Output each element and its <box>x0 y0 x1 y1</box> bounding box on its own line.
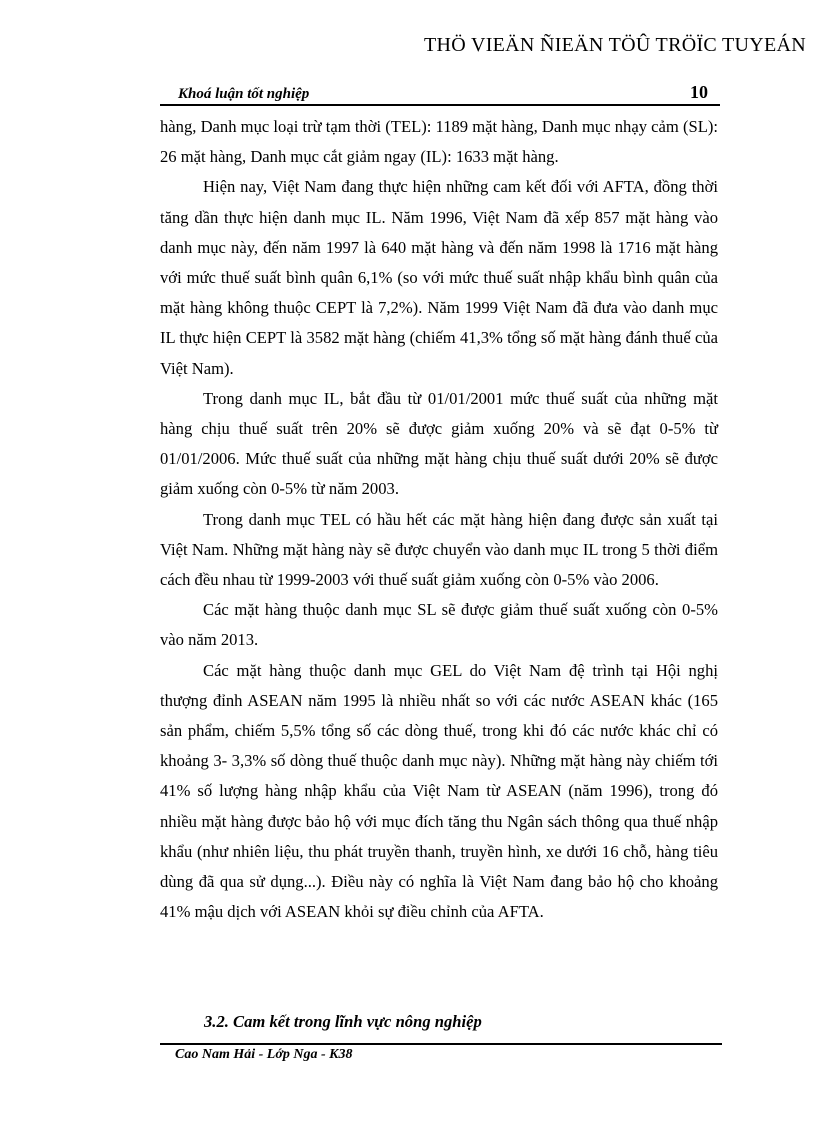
section-heading: 3.2. Cam kết trong lĩnh vực nông nghiệp <box>204 1012 482 1031</box>
paragraph-afta-commitments: Hiện nay, Việt Nam đang thực hiện những cam kết đối với AFTA, đồng thời tăng dần thực hiện danh mục IL. Năm 1996, Việt Nam đã xếp 857 mặt hàng vào danh mục này, đến năm 1997 là 640 mặt hàng và đến năm 1998 là 1716 mặt hàng với mức thuế suất bình quân 6,1% (so với mức thuế suất nhập khẩu bình quân của mặt hàng không thuộc CEPT là 7,2%). Năm 1999 Việt Nam đã đưa vào danh mục IL thực hiện CEPT là 3582 mặt hàng (chiếm 41,3% tổng số mặt hàng đánh thuế của Việt Nam). <box>160 177 718 378</box>
header-title: Khoá luận tốt nghiệp <box>178 86 310 102</box>
footer-author: Cao Nam Hải - Lớp Nga - K38 <box>175 1047 353 1062</box>
paragraph-tel-list: Trong danh mục TEL có hầu hết các mặt hàng hiện đang được sản xuất tại Việt Nam. Những mặt hàng này sẽ được chuyển vào danh mục IL trong 5 thời điểm cách đều nhau từ 1999-2003 với thuế suất giảm xuống còn 0-5% vào 2006. <box>160 509 718 590</box>
body-text <box>160 112 718 927</box>
library-watermark: THÖ VIEÄN ÑIEÄN TÖÛ TRÖÏC TUYEÁN <box>424 34 806 56</box>
footer-divider <box>160 1043 722 1045</box>
paragraph-sl-list: Các mặt hàng thuộc danh mục SL sẽ được giảm thuế suất xuống còn 0-5% vào năm 2013. <box>160 600 718 650</box>
paragraph-gel-list: Các mặt hàng thuộc danh mục GEL do Việt Nam đệ trình tại Hội nghị thượng đỉnh ASEAN năm 1995 là nhiều nhất so với các nước ASEAN khác (165 sản phẩm, chiếm 5,5% tổng số các dòng thuế, trong khi đó các nước khác chỉ có khoảng 3- 3,3% số dòng thuế thuộc danh mục này). Những mặt hàng này chiếm tới 41% số lượng hàng nhập khẩu của Việt Nam từ ASEAN (năm 1996), trong đó nhiều mặt hàng được bảo hộ với mục đích tăng thu Ngân sách thông qua thuế nhập khẩu (như nhiên liệu, thu phát truyền thanh, truyền hình, xe dưới 16 chỗ, hàng tiêu dùng đã qua sử dụng...). Điều này có nghĩa là Việt Nam đang bảo hộ cho khoảng 41% mậu dịch với ASEAN khỏi sự điều chỉnh của AFTA. <box>160 660 718 922</box>
page-header <box>160 82 720 106</box>
paragraph-continuation: hàng, Danh mục loại trừ tạm thời (TEL): 1189 mặt hàng, Danh mục nhạy cảm (SL): 26 mặt hàng, Danh mục cắt giảm ngay (IL): 1633 mặt hàng. <box>160 117 718 167</box>
page-number: 10 <box>690 82 708 102</box>
paragraph-il-list: Trong danh mục IL, bắt đầu từ 01/01/2001 mức thuế suất của những mặt hàng chịu thuế suất trên 20% sẽ được giảm xuống 20% và sẽ đạt 0-5% từ 01/01/2006. Mức thuế suất của những mặt hàng chịu thuế suất dưới 20% sẽ được giảm xuống còn 0-5% từ năm 2003. <box>160 388 718 499</box>
